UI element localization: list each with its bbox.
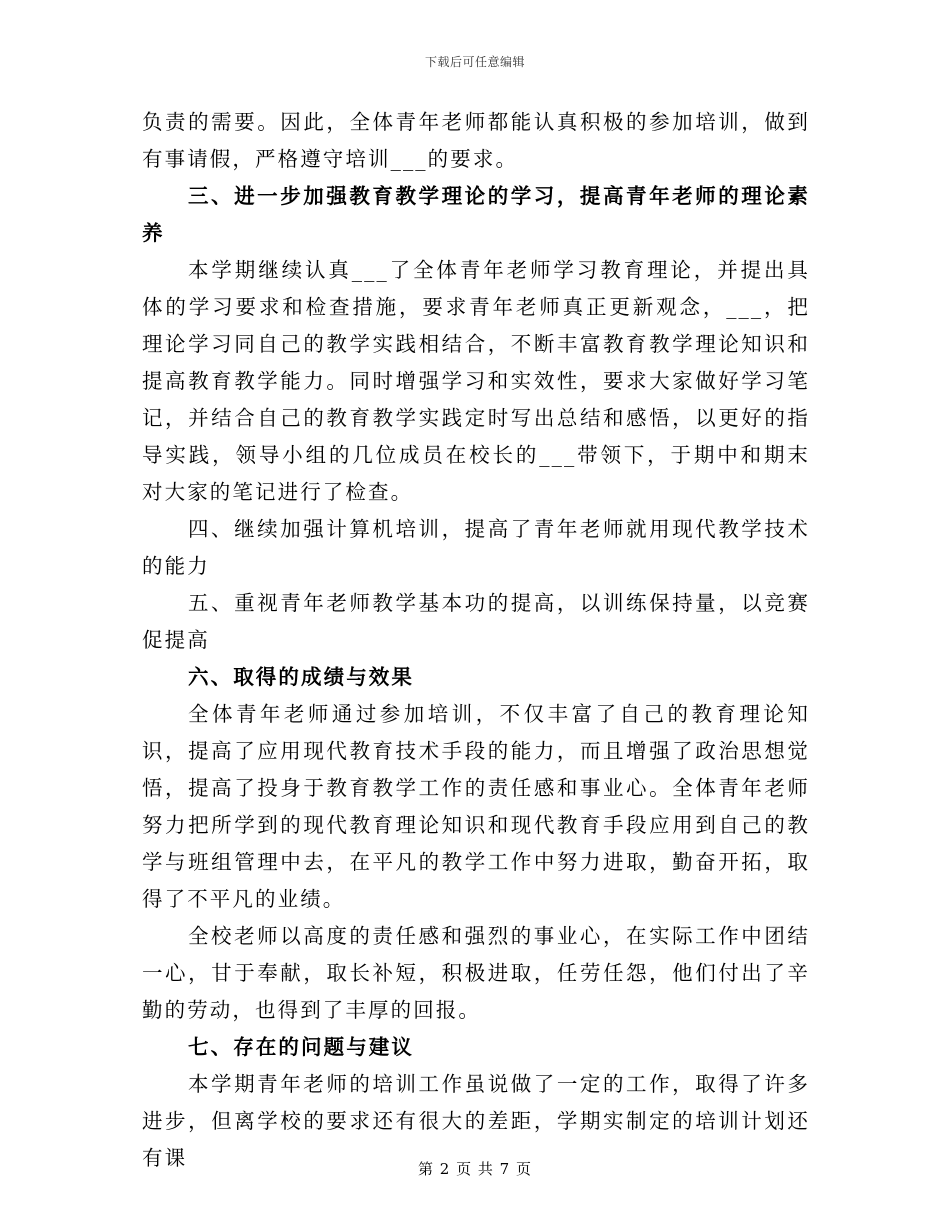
- document-body: [142, 104, 810, 1177]
- section-heading-6: 六、取得的成绩与效果: [188, 665, 414, 689]
- section-heading-7: 七、存在的问题与建议: [188, 1035, 414, 1059]
- paragraph-theory-study: 本学期继续认真___了全体青年老师学习教育理论，并提出具体的学习要求和检查措施，要求青年老师真正更新观念，___，把理论学习同自己的教学实践相结合，不断丰富教育教学理论知识和提高教育教学能力。同时增强学习和实效性，要求大家做好学习笔记，并结合自己的教育教学实践定时写出总结和感悟，以更好的指导实践，领导小组的几位成员在校长的___带领下，于期中和期末对大家的笔记进行了检查。: [142, 258, 810, 504]
- page-header: 下载后可任意编辑: [424, 55, 525, 69]
- paragraph-dedication: 全校老师以高度的责任感和强烈的事业心，在实际工作中团结一心，甘于奉献，取长补短，积极进取，任劳任怨，他们付出了辛勤的劳动，也得到了丰厚的回报。: [142, 924, 810, 1022]
- paragraph-continuation: 负责的需要。因此，全体青年老师都能认真积极的参加培训，做到有事请假，严格遵守培训___的要求。: [142, 110, 810, 171]
- section-item-4: 四、继续加强计算机培训，提高了青年老师就用现代教学技术的能力: [142, 517, 810, 578]
- paragraph-problems: 本学期青年老师的培训工作虽说做了一定的工作，取得了许多进步，但离学校的要求还有很大的差距，学期实制定的培训计划还有课: [142, 1072, 810, 1170]
- section-heading-3: 三、进一步加强教育教学理论的学习，提高青年老师的理论素养: [142, 184, 810, 245]
- section-item-5: 五、重视青年老师教学基本功的提高，以训练保持量，以竞赛促提高: [142, 591, 810, 652]
- paragraph-achievements: 全体青年老师通过参加培训，不仅丰富了自己的教育理论知识，提高了应用现代教育技术手段的能力，而且增强了政治思想觉悟，提高了投身于教育教学工作的责任感和事业心。全体青年老师努力把所学到的现代教育理论知识和现代教育手段应用到自己的教学与班组管理中去，在平凡的教学工作中努力进取，勤奋开拓，取得了不平凡的业绩。: [142, 702, 810, 911]
- page-number-footer: 第 2 页 共 7 页: [418, 1160, 532, 1178]
